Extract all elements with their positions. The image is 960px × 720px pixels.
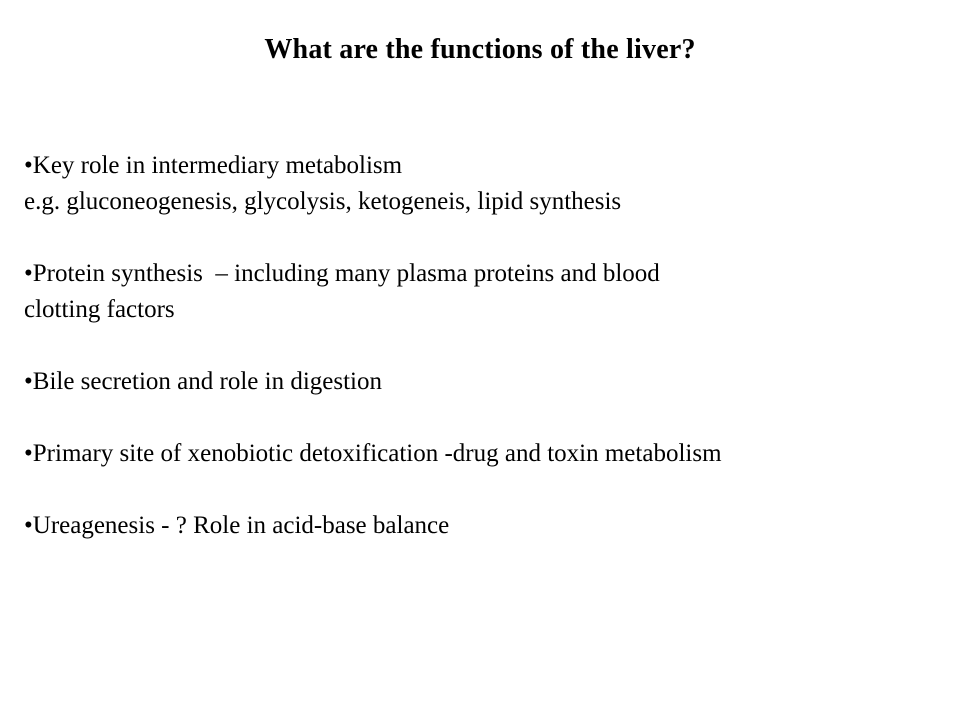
bullet-continuation: e.g. gluconeogenesis, glycolysis, ketogeneis, lipid synthesis xyxy=(24,188,622,215)
bullet-icon: • xyxy=(24,512,33,539)
spacer xyxy=(24,220,936,256)
bullet-continuation: clotting factors xyxy=(24,296,175,323)
bullet-item-protein-synthesis xyxy=(24,256,936,328)
bullet-line xyxy=(24,364,936,400)
bullet-icon: • xyxy=(24,368,33,395)
bullet-icon: • xyxy=(24,152,33,179)
bullet-text: Bile secretion and role in digestion xyxy=(32,368,382,395)
bullet-line xyxy=(24,148,936,184)
bullet-line xyxy=(24,508,936,544)
bullet-text: Protein synthesis – including many plasma proteins and blood xyxy=(32,260,660,287)
spacer xyxy=(24,400,936,436)
spacer xyxy=(24,328,936,364)
bullet-item-ureagenesis xyxy=(24,508,936,544)
spacer xyxy=(24,472,936,508)
bullet-text: Primary site of xenobiotic detoxification -drug and toxin metabolism xyxy=(32,440,722,467)
bullet-item-detoxification xyxy=(24,436,936,472)
bullet-item-metabolism xyxy=(24,148,936,220)
slide-body xyxy=(24,148,936,544)
bullet-line xyxy=(24,256,936,292)
bullet-line xyxy=(24,436,936,472)
bullet-icon: • xyxy=(24,440,33,467)
bullet-item-bile-secretion xyxy=(24,364,936,400)
slide-title: What are the functions of the liver? xyxy=(264,34,696,65)
bullet-icon: • xyxy=(24,260,33,287)
bullet-text: Ureagenesis - ? Role in acid-base balance xyxy=(32,512,450,539)
bullet-text: Key role in intermediary metabolism xyxy=(32,152,403,179)
